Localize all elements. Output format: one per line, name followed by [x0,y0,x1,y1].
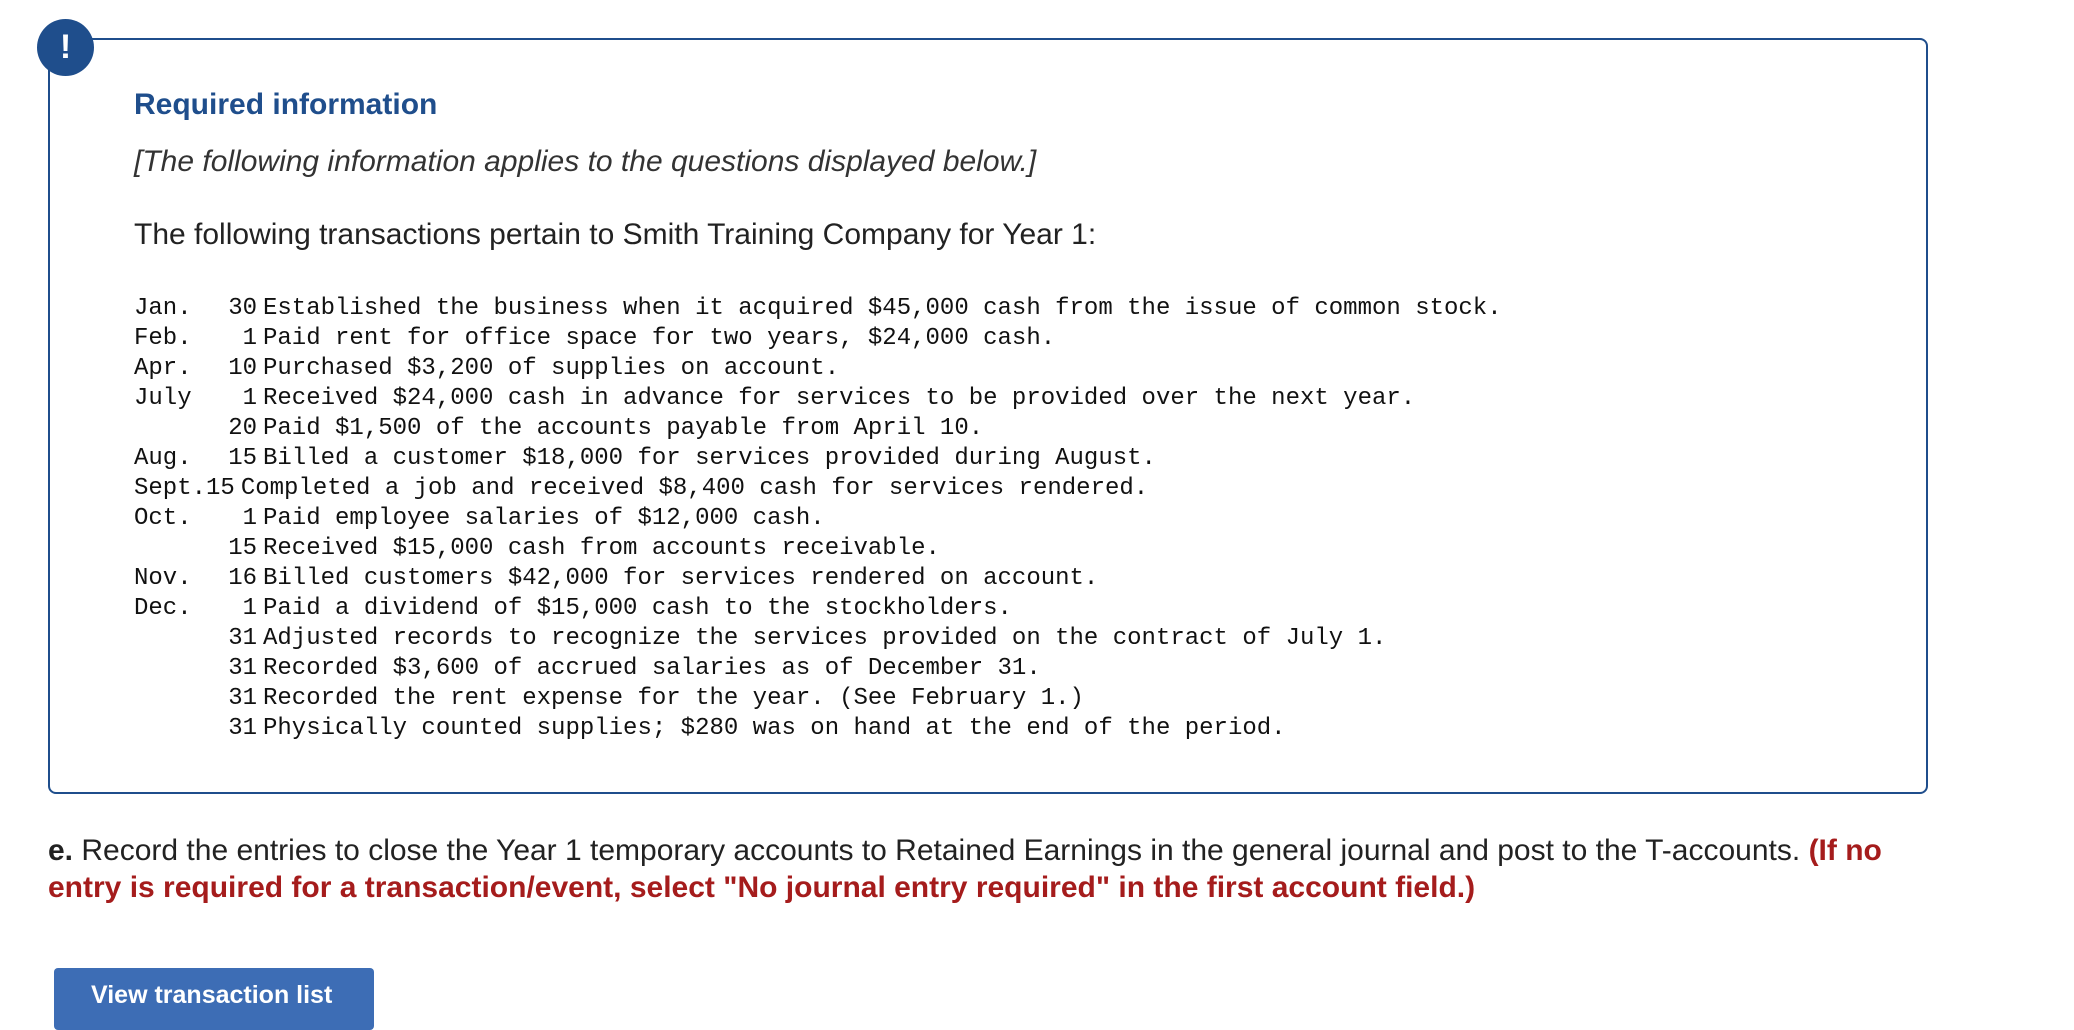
question-e [48,832,1948,906]
transaction-month: Sept. [134,475,207,502]
transaction-row [134,534,1502,564]
transaction-row [134,714,1502,744]
transaction-row [134,474,1502,504]
transaction-description: Billed customers $42,000 for services rendered on account. [263,565,1099,592]
question-letter: e. [48,834,74,867]
transaction-description: Physically counted supplies; $280 was on hand at the end of the period. [263,715,1286,742]
transaction-day: 31 [228,625,257,652]
transaction-day: 31 [228,655,257,682]
transaction-description: Adjusted records to recognize the services provided on the contract of July 1. [263,625,1387,652]
transaction-description: Billed a customer $18,000 for services provided during August. [263,445,1156,472]
transaction-description: Purchased $3,200 of supplies on account. [263,355,840,382]
transaction-day: 16 [228,565,257,592]
transaction-day: 31 [228,685,257,712]
transaction-row [134,504,1502,534]
transaction-description: Established the business when it acquired $45,000 cash from the issue of common stock. [263,295,1502,322]
transaction-day: 30 [228,295,257,322]
transaction-day: 15 [228,445,257,472]
transaction-row [134,354,1502,384]
transaction-description: Paid rent for office space for two years, $24,000 cash. [263,325,1056,352]
question-note: (If no entry is required for a transaction/event, select "No journal entry required" in the first account field.) [48,834,1882,904]
transaction-row [134,324,1502,354]
transaction-month: July [134,385,192,412]
transaction-day: 1 [242,385,257,412]
transaction-description: Completed a job and received $8,400 cash for services rendered. [240,475,1149,502]
transaction-row [134,444,1502,474]
transaction-description: Recorded $3,600 of accrued salaries as of December 31. [263,655,1041,682]
transaction-day: 15 [206,475,235,502]
transaction-row [134,654,1502,684]
transaction-row [134,294,1502,324]
transaction-day: 15 [228,535,257,562]
transaction-day: 1 [242,505,257,532]
transaction-day: 31 [228,715,257,742]
transaction-day: 1 [242,325,257,352]
transaction-row [134,594,1502,624]
required-information-title: Required information [134,88,438,121]
transaction-list [134,294,1502,744]
transaction-month: Dec. [134,595,192,622]
transaction-month: Oct. [134,505,192,532]
transactions-intro: The following transactions pertain to Smith Training Company for Year 1: [134,218,1097,251]
transaction-row [134,564,1502,594]
transaction-month: Apr. [134,355,192,382]
transaction-day: 10 [228,355,257,382]
view-transaction-list-button[interactable]: View transaction list [54,968,374,1030]
transaction-month: Feb. [134,325,192,352]
transaction-description: Paid a dividend of $15,000 cash to the stockholders. [263,595,1012,622]
transaction-month: Nov. [134,565,192,592]
transaction-row [134,384,1502,414]
applies-note: [The following information applies to the questions displayed below.] [134,145,1037,178]
transaction-day: 20 [228,415,257,442]
exclamation-icon: ! [37,19,94,76]
transaction-day: 1 [242,595,257,622]
transaction-description: Recorded the rent expense for the year. (See February 1.) [263,685,1084,712]
question-text: Record the entries to close the Year 1 temporary accounts to Retained Earnings in the general journal and post to the T-accounts. [81,834,1801,867]
transaction-description: Paid $1,500 of the accounts payable from April 10. [263,415,984,442]
transaction-month: Aug. [134,445,192,472]
transaction-row [134,684,1502,714]
transaction-description: Paid employee salaries of $12,000 cash. [263,505,825,532]
transaction-description: Received $15,000 cash from accounts receivable. [263,535,940,562]
transaction-row [134,414,1502,444]
transaction-month: Jan. [134,295,192,322]
transaction-row [134,624,1502,654]
transaction-description: Received $24,000 cash in advance for services to be provided over the next year. [263,385,1416,412]
